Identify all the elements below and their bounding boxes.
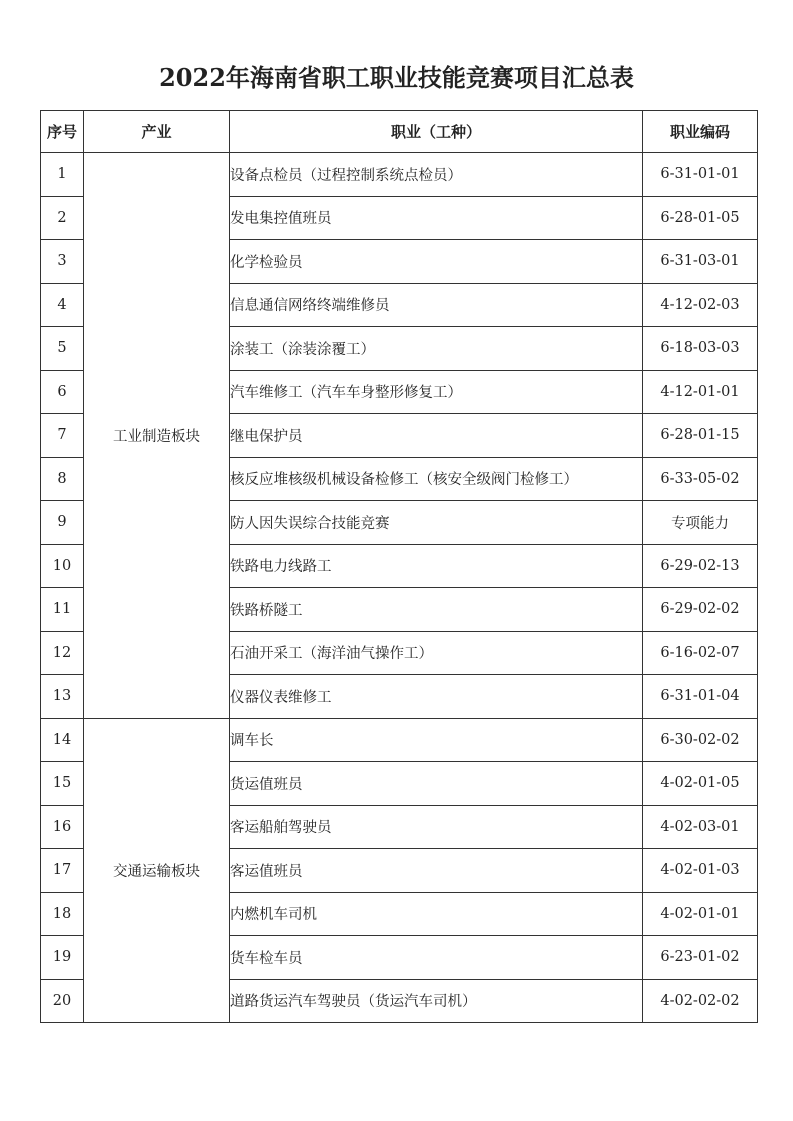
row-occupation: 铁路电力线路工 (230, 544, 643, 588)
header-code: 职业编码 (643, 111, 758, 153)
row-seq: 7 (41, 414, 84, 458)
header-seq: 序号 (41, 111, 84, 153)
row-occupation: 客运值班员 (230, 849, 643, 893)
row-occupation: 化学检验员 (230, 240, 643, 284)
row-code: 4-02-01-03 (643, 849, 758, 893)
row-occupation: 设备点检员（过程控制系统点检员） (230, 153, 643, 197)
row-occupation: 信息通信网络终端维修员 (230, 283, 643, 327)
row-occupation: 调车长 (230, 718, 643, 762)
row-code: 6-28-01-15 (643, 414, 758, 458)
row-seq: 4 (41, 283, 84, 327)
row-occupation: 继电保护员 (230, 414, 643, 458)
row-code: 4-02-03-01 (643, 805, 758, 849)
row-seq: 13 (41, 675, 84, 719)
row-seq: 20 (41, 979, 84, 1023)
row-seq: 16 (41, 805, 84, 849)
row-seq: 19 (41, 936, 84, 980)
row-occupation: 客运船舶驾驶员 (230, 805, 643, 849)
row-code: 6-30-02-02 (643, 718, 758, 762)
row-code: 专项能力 (643, 501, 758, 545)
row-seq: 2 (41, 196, 84, 240)
row-code: 6-33-05-02 (643, 457, 758, 501)
row-seq: 12 (41, 631, 84, 675)
competition-table (40, 110, 758, 1023)
row-code: 6-31-01-04 (643, 675, 758, 719)
header-row (41, 111, 758, 153)
row-code: 6-31-01-01 (643, 153, 758, 197)
row-code: 6-28-01-05 (643, 196, 758, 240)
row-seq: 8 (41, 457, 84, 501)
row-seq: 15 (41, 762, 84, 806)
industry-cell: 交通运输板块 (84, 718, 230, 1023)
row-occupation: 发电集控值班员 (230, 196, 643, 240)
row-code: 6-29-02-13 (643, 544, 758, 588)
row-seq: 3 (41, 240, 84, 284)
row-seq: 18 (41, 892, 84, 936)
row-occupation: 防人因失误综合技能竞赛 (230, 501, 643, 545)
row-seq: 9 (41, 501, 84, 545)
row-code: 6-18-03-03 (643, 327, 758, 371)
table-header (41, 111, 758, 153)
row-seq: 11 (41, 588, 84, 632)
row-seq: 5 (41, 327, 84, 371)
table-row (41, 718, 758, 762)
row-code: 4-12-02-03 (643, 283, 758, 327)
document-title: 2022年海南省职工职业技能竞赛项目汇总表 (159, 63, 634, 92)
row-code: 6-16-02-07 (643, 631, 758, 675)
row-occupation: 汽车维修工（汽车车身整形修复工） (230, 370, 643, 414)
industry-cell: 工业制造板块 (84, 153, 230, 719)
row-code: 4-02-01-01 (643, 892, 758, 936)
row-occupation: 货运值班员 (230, 762, 643, 806)
row-occupation: 内燃机车司机 (230, 892, 643, 936)
row-occupation: 仪器仪表维修工 (230, 675, 643, 719)
row-seq: 14 (41, 718, 84, 762)
row-code: 6-31-03-01 (643, 240, 758, 284)
header-occupation: 职业（工种） (230, 111, 643, 153)
row-code: 4-12-01-01 (643, 370, 758, 414)
row-occupation: 涂装工（涂装涂覆工） (230, 327, 643, 371)
table-body (41, 153, 758, 1023)
row-code: 4-02-01-05 (643, 762, 758, 806)
row-code: 6-29-02-02 (643, 588, 758, 632)
table-row (41, 153, 758, 197)
row-occupation: 货车检车员 (230, 936, 643, 980)
row-code: 6-23-01-02 (643, 936, 758, 980)
row-code: 4-02-02-02 (643, 979, 758, 1023)
row-seq: 6 (41, 370, 84, 414)
row-occupation: 石油开采工（海洋油气操作工） (230, 631, 643, 675)
row-occupation: 核反应堆核级机械设备检修工（核安全级阀门检修工） (230, 457, 643, 501)
row-occupation: 道路货运汽车驾驶员（货运汽车司机） (230, 979, 643, 1023)
row-seq: 1 (41, 153, 84, 197)
row-seq: 10 (41, 544, 84, 588)
row-seq: 17 (41, 849, 84, 893)
header-industry: 产业 (84, 111, 230, 153)
row-occupation: 铁路桥隧工 (230, 588, 643, 632)
